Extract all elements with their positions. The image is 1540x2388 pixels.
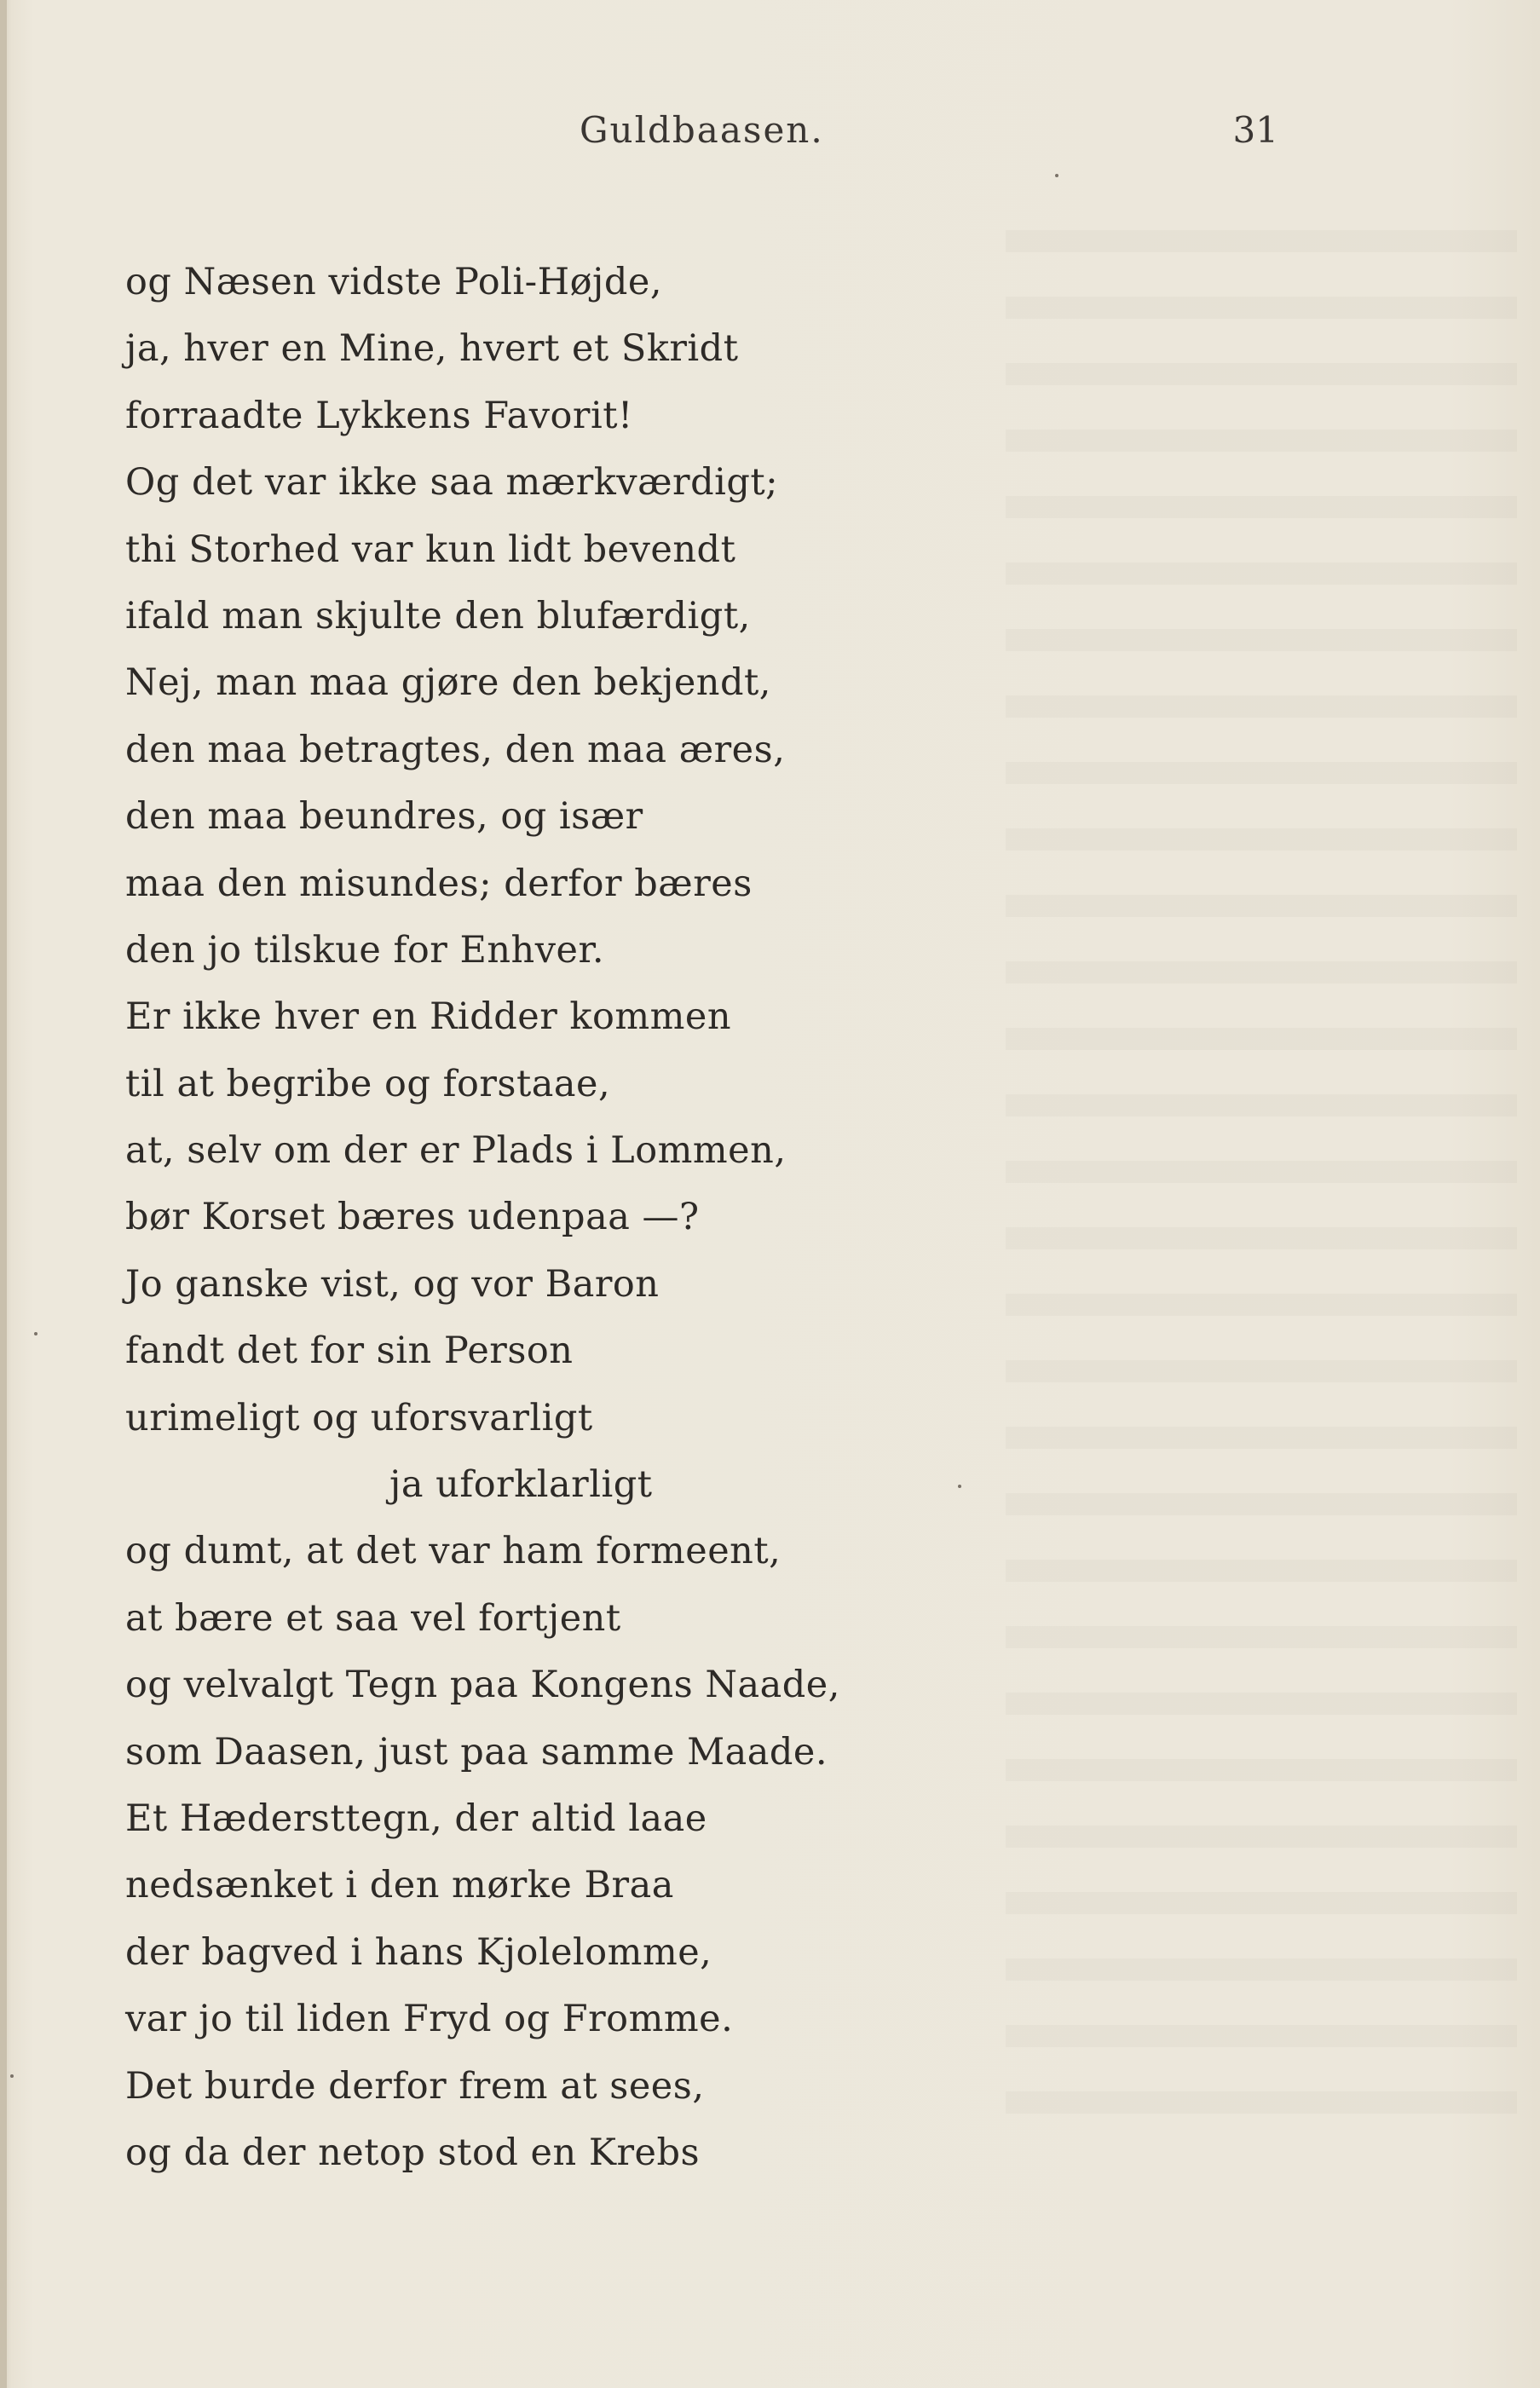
poem-line: og velvalgt Tegn paa Kongens Naade, — [125, 1664, 840, 1707]
poem-line: thi Storhed var kun lidt bevendt — [125, 528, 736, 571]
poem-line: maa den misundes; derfor bæres — [125, 862, 753, 905]
page-number: 31 — [1232, 109, 1278, 151]
poem-line: at, selv om der er Plads i Lommen, — [125, 1129, 787, 1173]
paper-speck — [958, 1485, 961, 1488]
poem-line: og da der netop stod en Krebs — [125, 2131, 701, 2174]
poem-line: nedsænket i den mørke Braa — [125, 1864, 674, 1907]
poem-line: Og det var ikke saa mærkværdigt; — [125, 461, 779, 505]
poem-line: Jo ganske vist, og vor Baron — [125, 1262, 660, 1306]
poem-line: bør Korset bæres udenpaa —? — [125, 1196, 700, 1239]
poem-text — [125, 249, 1191, 2186]
poem-line: Et Hædersttegn, der altid laae — [125, 1797, 707, 1840]
poem-line: til at begribe og forstaae, — [125, 1062, 611, 1105]
poem-line: og dumt, at det var ham formeent, — [125, 1530, 782, 1573]
running-title: Guldbaasen. — [580, 109, 824, 151]
poem-line: og Næsen vidste Poli-Højde, — [125, 261, 663, 303]
poem-line: som Daasen, just paa samme Maade. — [125, 1730, 828, 1774]
poem-line: urimeligt og uforsvarligt — [125, 1396, 593, 1439]
poem-line: Det burde derfor frem at sees, — [125, 2064, 705, 2108]
poem-line: Er ikke hver en Ridder kommen — [125, 995, 732, 1039]
poem-line: der bagved i hans Kjolelomme, — [125, 1930, 712, 1974]
poem-line: den maa betragtes, den maa æres, — [125, 728, 786, 771]
poem-line: forraadte Lykkens Favorit! — [125, 394, 633, 437]
paper-speck — [1055, 174, 1058, 177]
paper-speck — [34, 1332, 37, 1335]
poem-line-indented: ja uforklarligt — [389, 1463, 653, 1507]
poem-line: Nej, man maa gjøre den bekjendt, — [125, 661, 771, 705]
poem-line: ja, hver en Mine, hvert et Skridt — [125, 327, 739, 371]
poem-line: fandt det for sin Person — [125, 1330, 574, 1373]
poem-line: ifald man skjulte den blufærdigt, — [125, 594, 751, 637]
page-binding-edge — [0, 0, 7, 2388]
poem-line: at bære et saa vel fortjent — [125, 1596, 621, 1640]
poem-line: den maa beundres, og især — [125, 795, 643, 839]
paper-speck — [10, 2074, 14, 2078]
poem-line: den jo tilskue for Enhver. — [125, 928, 604, 972]
poem-line: var jo til liden Fryd og Fromme. — [125, 1998, 734, 2041]
